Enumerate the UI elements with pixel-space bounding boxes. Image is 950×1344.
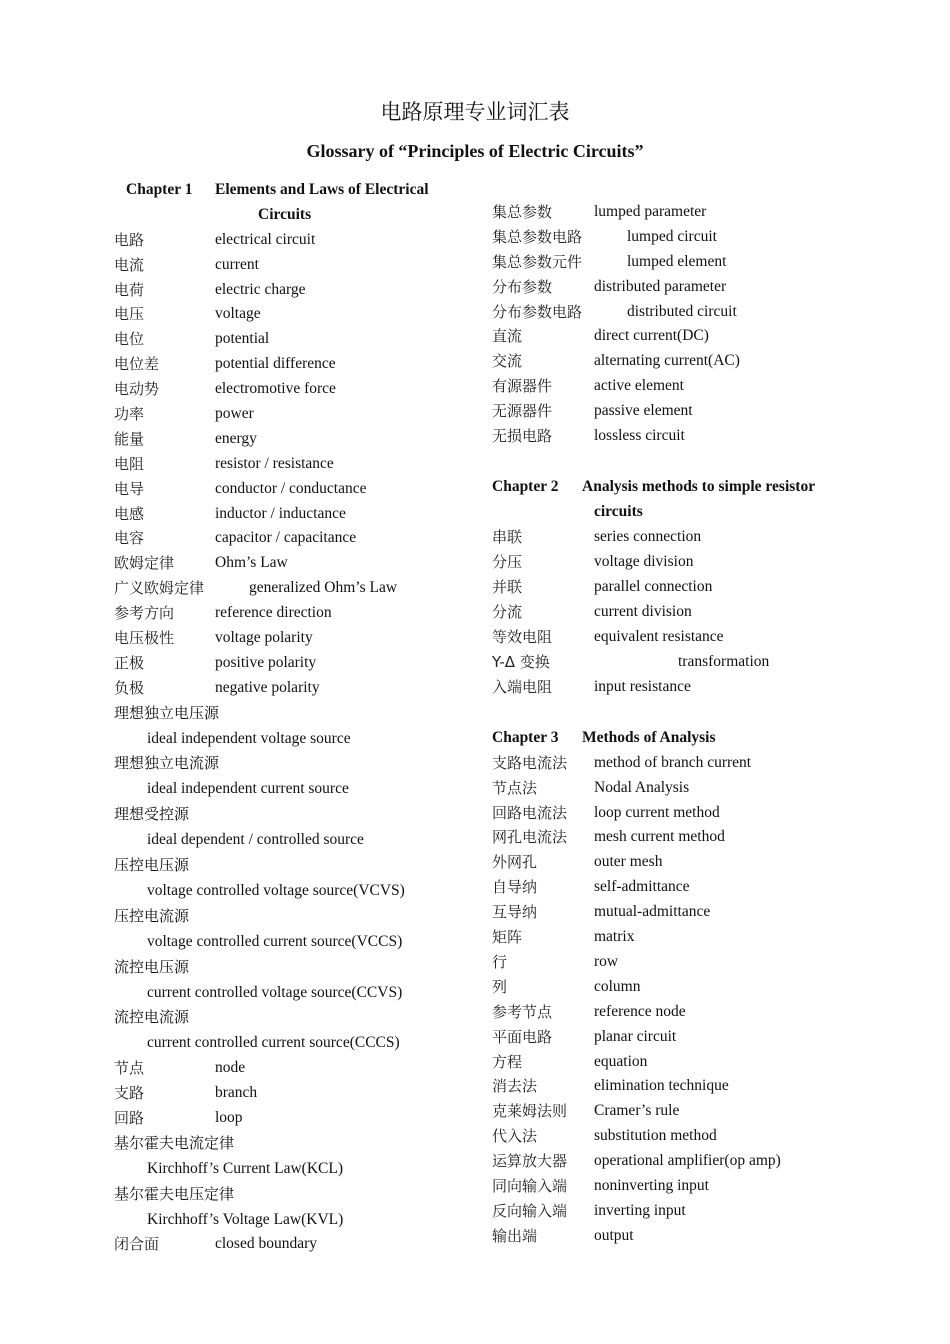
term-english: negative polarity xyxy=(215,678,320,696)
term-english: Nodal Analysis xyxy=(594,778,690,796)
term-chinese: 代入法 xyxy=(492,1127,538,1146)
term-english: ideal dependent / controlled source xyxy=(147,831,364,849)
term-chinese: 流控电压源 xyxy=(114,957,190,976)
term-english: voltage controlled voltage source(VCVS) xyxy=(147,881,405,899)
chapter-number: Chapter 2 xyxy=(492,478,559,496)
term-chinese: 基尔霍夫电流定律 xyxy=(114,1133,235,1152)
term-english: Kirchhoff’s Current Law(KCL) xyxy=(147,1159,343,1177)
term-row xyxy=(114,502,474,527)
term-english: output xyxy=(594,1226,634,1244)
term-row xyxy=(492,751,872,776)
term-chinese: 网孔电流法 xyxy=(492,828,568,847)
page-title-chinese: 电路原理专业词汇表 xyxy=(380,100,570,124)
term-row xyxy=(114,853,474,904)
term-chinese: 行 xyxy=(492,952,508,971)
term-chinese: 电导 xyxy=(114,479,145,498)
term-english: planar circuit xyxy=(594,1027,677,1045)
term-row xyxy=(492,1224,872,1249)
chapter-title-continued: Circuits xyxy=(258,205,312,223)
term-row xyxy=(492,399,872,424)
term-row xyxy=(492,925,872,950)
term-chinese: 压控电压源 xyxy=(114,856,190,875)
term-row xyxy=(114,1182,474,1233)
term-list xyxy=(492,525,872,699)
term-chinese: 无损电路 xyxy=(492,427,553,446)
chapter-title: Analysis methods to simple resistor xyxy=(582,478,816,496)
term-chinese: 参考方向 xyxy=(114,604,175,623)
term-row xyxy=(492,250,872,275)
term-chinese: 列 xyxy=(492,977,508,996)
term-english: reference node xyxy=(594,1002,686,1020)
term-english: inverting input xyxy=(594,1201,686,1219)
term-chinese: 电感 xyxy=(114,504,145,523)
term-english: voltage xyxy=(215,305,261,323)
term-english: current controlled current source(CCCS) xyxy=(147,1034,400,1052)
right-column xyxy=(492,200,872,1249)
term-english: conductor / conductance xyxy=(215,479,367,497)
term-row xyxy=(492,650,872,675)
term-row xyxy=(114,1232,474,1257)
term-english: electric charge xyxy=(215,280,306,298)
term-row xyxy=(492,525,872,550)
term-chinese: 入端电阻 xyxy=(492,677,553,696)
term-chinese: 消去法 xyxy=(492,1077,538,1096)
term-english: loop xyxy=(215,1108,243,1126)
term-row xyxy=(492,1199,872,1224)
term-row xyxy=(492,1124,872,1149)
term-list xyxy=(492,200,872,449)
term-english: direct current(DC) xyxy=(594,327,709,345)
term-row xyxy=(114,1005,474,1056)
term-row xyxy=(492,575,872,600)
term-english: current xyxy=(215,255,259,273)
term-english: input resistance xyxy=(594,677,691,695)
term-row xyxy=(114,1106,474,1131)
term-chinese: 闭合面 xyxy=(114,1235,160,1254)
term-english: lumped circuit xyxy=(627,227,717,245)
term-english: potential difference xyxy=(215,355,336,373)
chapter-1-heading xyxy=(114,178,474,203)
page-title-english: Glossary of “Principles of Electric Circuits” xyxy=(306,141,644,161)
chapter-title-continued: circuits xyxy=(594,503,643,521)
term-chinese: 负极 xyxy=(114,678,145,697)
term-list-two-line xyxy=(114,701,474,1056)
term-english: ideal independent voltage source xyxy=(147,729,351,747)
term-chinese: 电阻 xyxy=(114,454,145,473)
term-row xyxy=(492,550,872,575)
term-english: reference direction xyxy=(215,604,332,622)
term-row xyxy=(114,278,474,303)
term-row xyxy=(114,802,474,853)
term-list xyxy=(114,1232,474,1257)
term-english: voltage controlled current source(VCCS) xyxy=(147,932,403,950)
term-chinese: 节点法 xyxy=(492,778,538,797)
term-chinese: 分布参数电路 xyxy=(492,302,583,321)
term-list-two-line xyxy=(114,1131,474,1233)
term-chinese: 回路电流法 xyxy=(492,803,568,822)
term-row xyxy=(114,427,474,452)
term-english: ideal independent current source xyxy=(147,780,349,798)
term-chinese: 自导纳 xyxy=(492,878,538,897)
term-english: inductor / inductance xyxy=(215,504,346,522)
term-chinese: 外网孔 xyxy=(492,853,538,872)
term-row xyxy=(114,352,474,377)
term-chinese: 电容 xyxy=(114,529,145,548)
term-chinese: 电流 xyxy=(114,255,145,274)
term-row xyxy=(492,1174,872,1199)
term-row xyxy=(492,1099,872,1124)
term-chinese: 支路电流法 xyxy=(492,753,568,772)
term-row xyxy=(114,676,474,701)
term-row xyxy=(114,253,474,278)
term-english: elimination technique xyxy=(594,1077,729,1095)
term-chinese: 能量 xyxy=(114,429,145,448)
term-english: lumped element xyxy=(627,252,727,270)
term-english: voltage polarity xyxy=(215,629,313,647)
term-english: equation xyxy=(594,1052,648,1070)
term-row xyxy=(114,701,474,752)
chapter-title: Methods of Analysis xyxy=(582,728,716,746)
term-english: energy xyxy=(215,429,257,447)
term-chinese: 电位 xyxy=(114,330,145,349)
term-row xyxy=(114,551,474,576)
term-english: Ohm’s Law xyxy=(215,554,288,572)
term-chinese: 参考节点 xyxy=(492,1002,553,1021)
term-row xyxy=(492,374,872,399)
term-row xyxy=(114,651,474,676)
term-chinese: 电动势 xyxy=(114,380,160,399)
term-english: active element xyxy=(594,377,684,395)
term-row xyxy=(114,1056,474,1081)
term-english: lossless circuit xyxy=(594,427,685,445)
term-chinese: 同向输入端 xyxy=(492,1176,568,1195)
chapter-2-heading xyxy=(492,475,872,500)
term-chinese: 集总参数电路 xyxy=(492,227,583,246)
term-chinese: 分流 xyxy=(492,602,523,621)
term-row xyxy=(492,600,872,625)
term-row xyxy=(114,1131,474,1182)
term-chinese: 直流 xyxy=(492,327,523,346)
term-chinese: 运算放大器 xyxy=(492,1152,568,1171)
chapter-title: Elements and Laws of Electrical xyxy=(215,181,429,198)
term-english: potential xyxy=(215,330,270,348)
term-chinese: 欧姆定律 xyxy=(114,554,175,573)
term-row xyxy=(492,675,872,700)
term-english: Kirchhoff’s Voltage Law(KVL) xyxy=(147,1210,344,1228)
chapter-3-heading xyxy=(492,726,872,751)
term-english: row xyxy=(594,952,619,970)
term-chinese: 输出端 xyxy=(492,1226,538,1245)
term-row xyxy=(492,625,872,650)
term-english: electrical circuit xyxy=(215,230,316,248)
term-english: electromotive force xyxy=(215,380,336,398)
term-row xyxy=(492,825,872,850)
term-chinese: 电路 xyxy=(114,230,145,249)
term-english: Cramer’s rule xyxy=(594,1102,680,1120)
term-chinese: 并联 xyxy=(492,577,523,596)
term-row xyxy=(492,275,872,300)
term-row xyxy=(492,225,872,250)
chapter-number: Chapter 3 xyxy=(492,728,559,746)
term-chinese: 基尔霍夫电压定律 xyxy=(114,1184,235,1203)
term-chinese: 分布参数 xyxy=(492,277,553,296)
left-column xyxy=(114,178,474,1257)
term-row xyxy=(114,402,474,427)
term-english: outer mesh xyxy=(594,853,663,871)
term-chinese: 功率 xyxy=(114,405,145,424)
term-english: operational amplifier(op amp) xyxy=(594,1152,781,1170)
term-chinese: 平面电路 xyxy=(492,1027,553,1046)
term-english: noninverting input xyxy=(594,1176,709,1194)
term-row xyxy=(114,1081,474,1106)
term-row xyxy=(114,228,474,253)
term-chinese: 集总参数 xyxy=(492,203,553,221)
term-row xyxy=(114,904,474,955)
term-list xyxy=(114,228,474,701)
term-chinese: 理想独立电压源 xyxy=(114,703,220,722)
term-row xyxy=(492,900,872,925)
term-english: substitution method xyxy=(594,1127,717,1145)
term-row xyxy=(492,850,872,875)
term-chinese: 广义欧姆定律 xyxy=(114,579,205,598)
term-row xyxy=(114,576,474,601)
term-row xyxy=(492,1074,872,1099)
term-chinese: 矩阵 xyxy=(492,928,523,947)
term-english: method of branch current xyxy=(594,753,752,771)
term-chinese: 电压 xyxy=(114,305,145,324)
term-row xyxy=(492,950,872,975)
term-row xyxy=(114,626,474,651)
term-row xyxy=(492,300,872,325)
term-row xyxy=(114,377,474,402)
term-row xyxy=(492,776,872,801)
term-chinese: 反向输入端 xyxy=(492,1201,568,1220)
term-row xyxy=(114,477,474,502)
term-chinese: 电荷 xyxy=(114,280,145,299)
term-row xyxy=(492,349,872,374)
term-row xyxy=(114,327,474,352)
term-english: generalized Ohm’s Law xyxy=(249,579,398,597)
term-row xyxy=(114,955,474,1006)
term-chinese: 等效电阻 xyxy=(492,627,553,646)
term-english: loop current method xyxy=(594,803,720,821)
term-english: voltage division xyxy=(594,553,694,571)
term-row xyxy=(114,751,474,802)
term-english: branch xyxy=(215,1084,258,1102)
term-chinese: 互导纳 xyxy=(492,903,538,922)
term-chinese: 电压极性 xyxy=(114,629,175,648)
term-english: current division xyxy=(594,602,692,620)
term-row xyxy=(492,1149,872,1174)
term-english: distributed circuit xyxy=(627,302,737,320)
term-chinese: 支路 xyxy=(114,1084,145,1103)
term-list xyxy=(492,751,872,1249)
term-row xyxy=(114,452,474,477)
term-row xyxy=(492,1000,872,1025)
term-english: self-admittance xyxy=(594,878,690,896)
term-chinese: 压控电流源 xyxy=(114,906,190,925)
term-row xyxy=(114,302,474,327)
term-row xyxy=(492,1025,872,1050)
term-english: closed boundary xyxy=(215,1235,318,1253)
term-chinese: Y-Δ 变换 xyxy=(492,652,550,671)
term-row xyxy=(492,324,872,349)
term-chinese: 克莱姆法则 xyxy=(492,1102,568,1121)
term-chinese: 节点 xyxy=(114,1059,145,1078)
term-english: alternating current(AC) xyxy=(594,352,740,370)
term-list xyxy=(114,1056,474,1131)
term-row xyxy=(492,875,872,900)
term-chinese: 回路 xyxy=(114,1108,145,1127)
term-row xyxy=(114,601,474,626)
term-chinese: 方程 xyxy=(492,1052,523,1071)
term-row xyxy=(492,801,872,826)
term-english: equivalent resistance xyxy=(594,627,724,645)
term-english: lumped parameter xyxy=(594,203,707,220)
term-chinese: 无源器件 xyxy=(492,402,553,421)
term-chinese: 流控电流源 xyxy=(114,1008,190,1027)
term-english: positive polarity xyxy=(215,653,317,671)
term-english: distributed parameter xyxy=(594,277,727,295)
term-english: series connection xyxy=(594,528,702,546)
term-row xyxy=(492,1050,872,1075)
term-english: mutual-admittance xyxy=(594,903,711,921)
term-english: column xyxy=(594,977,641,995)
term-row xyxy=(492,424,872,449)
chapter-number: Chapter 1 xyxy=(126,181,193,198)
term-row xyxy=(114,526,474,551)
term-english: passive element xyxy=(594,402,693,420)
term-english: mesh current method xyxy=(594,828,725,846)
term-english: matrix xyxy=(594,928,635,946)
term-row xyxy=(492,975,872,1000)
term-english: node xyxy=(215,1059,246,1077)
term-chinese: 交流 xyxy=(492,352,523,371)
term-chinese: 电位差 xyxy=(114,355,160,374)
term-chinese: 串联 xyxy=(492,528,523,547)
term-english: transformation xyxy=(678,652,770,670)
term-chinese: 分压 xyxy=(492,553,523,572)
term-chinese: 理想独立电流源 xyxy=(114,754,220,773)
term-english: current controlled voltage source(CCVS) xyxy=(147,983,403,1001)
term-english: power xyxy=(215,405,254,423)
term-row xyxy=(492,200,872,225)
term-chinese: 理想受控源 xyxy=(114,805,190,824)
term-english: parallel connection xyxy=(594,577,713,595)
term-chinese: 有源器件 xyxy=(492,377,553,396)
term-english: capacitor / capacitance xyxy=(215,529,357,547)
term-chinese: 集总参数元件 xyxy=(492,252,583,271)
term-english: resistor / resistance xyxy=(215,454,334,472)
term-chinese: 正极 xyxy=(114,653,145,672)
